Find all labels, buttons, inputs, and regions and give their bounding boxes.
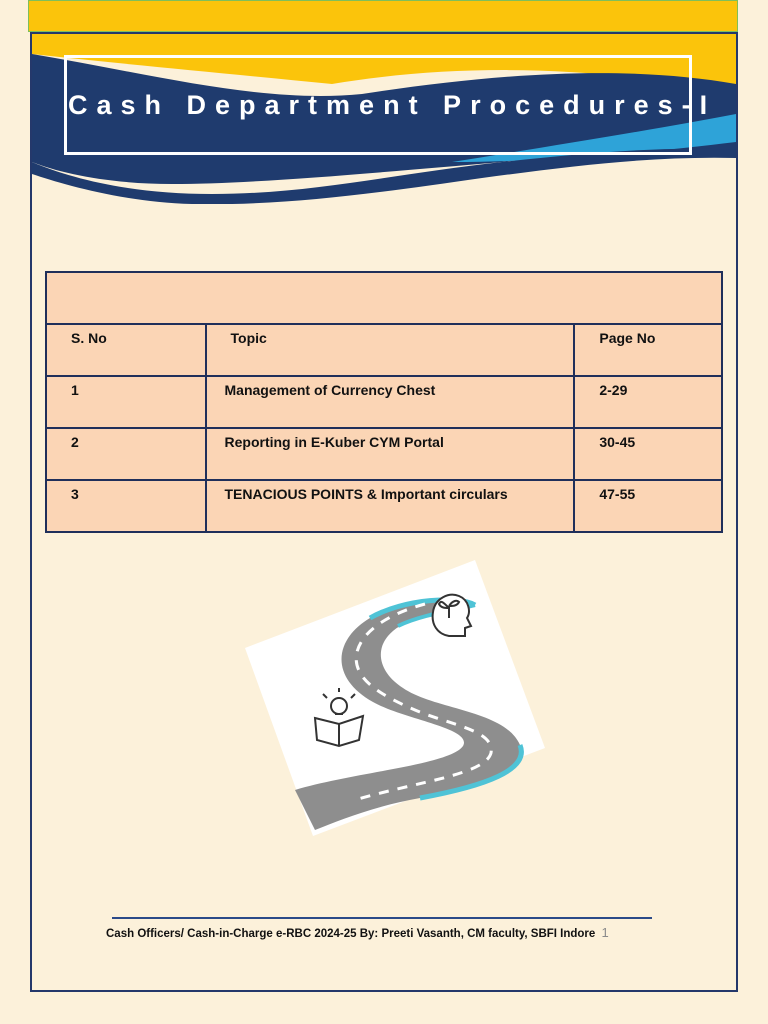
table-caption-row <box>46 272 722 324</box>
row-topic: TENACIOUS POINTS & Important circulars <box>206 480 575 532</box>
top-accent-strip <box>28 0 738 32</box>
row-topic: Management of Currency Chest <box>206 376 575 428</box>
table-of-contents <box>45 271 723 533</box>
footer-text: Cash Officers/ Cash-in-Charge e-RBC 2024-25 By: Preeti Vasanth, CM faculty, SBFI Indore <box>106 928 596 940</box>
header-sno: S. No <box>46 324 206 376</box>
head-plant-icon <box>433 595 471 636</box>
row-page-no: 2-29 <box>574 376 722 428</box>
row-page-no: 47-55 <box>574 480 722 532</box>
row-page-no: 30-45 <box>574 428 722 480</box>
table-caption-cell <box>46 272 722 324</box>
row-sno: 3 <box>46 480 206 532</box>
footer <box>106 925 609 940</box>
header-page-no: Page No <box>574 324 722 376</box>
row-sno: 1 <box>46 376 206 428</box>
table-header-row <box>46 324 722 376</box>
table-row <box>46 376 722 428</box>
footer-divider <box>112 917 652 919</box>
row-sno: 2 <box>46 428 206 480</box>
table-row <box>46 480 722 532</box>
table-row <box>46 428 722 480</box>
page-number: 1 <box>601 925 609 940</box>
document-title: Cash Department Procedures-I <box>68 90 717 120</box>
road-illustration <box>245 560 545 840</box>
header-topic: Topic <box>206 324 575 376</box>
row-topic: Reporting in E-Kuber CYM Portal <box>206 428 575 480</box>
